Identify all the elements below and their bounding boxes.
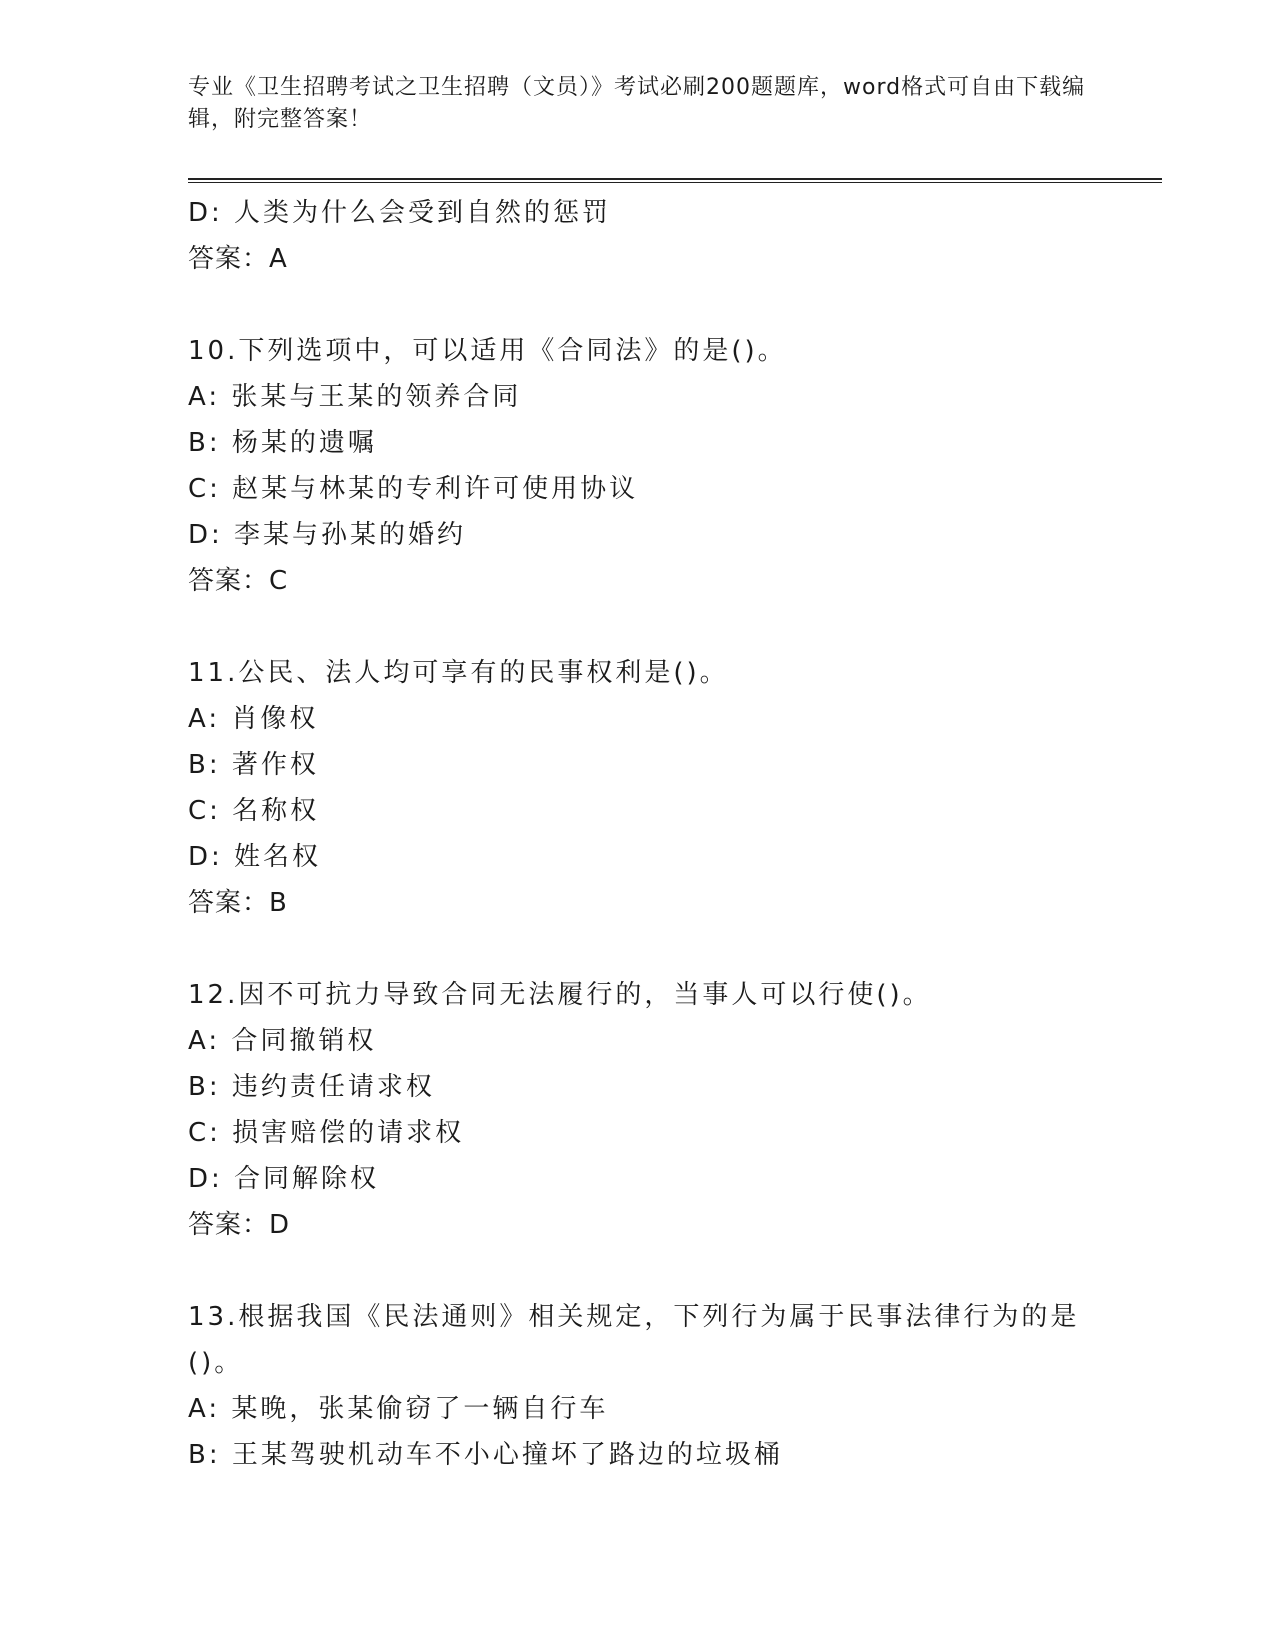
answer: 答案：A <box>188 244 288 274</box>
option-b: B: 违约责任请求权 <box>188 1072 435 1102</box>
option-d: D: 李某与孙某的婚约 <box>188 520 467 550</box>
question-12 <box>188 972 1088 1248</box>
option-a: A: 肖像权 <box>188 704 319 734</box>
question-stem: 13.根据我国《民法通则》相关规定，下列行为属于民事法律行为的是()。 <box>188 1302 1080 1378</box>
option-b: B: 王某驾驶机动车不小心撞坏了路边的垃圾桶 <box>188 1440 783 1470</box>
option-c: C: 损害赔偿的请求权 <box>188 1118 465 1148</box>
option-d: D: 姓名权 <box>188 842 322 872</box>
question-stem: 11.公民、法人均可享有的民事权利是()。 <box>188 658 729 688</box>
question-stem: 10.下列选项中，可以适用《合同法》的是()。 <box>188 336 787 366</box>
document-header: 专业《卫生招聘考试之卫生招聘（文员）》考试必刷200题题库，word格式可自由下载编辑，附完整答案！ <box>188 75 1086 132</box>
question-stem: 12.因不可抗力导致合同无法履行的，当事人可以行使()。 <box>188 980 932 1010</box>
question-13 <box>188 1294 1088 1478</box>
option-d: D: 合同解除权 <box>188 1164 380 1194</box>
divider-thick-line <box>188 178 1162 180</box>
option-b: B: 著作权 <box>188 750 319 780</box>
answer: 答案：C <box>188 566 289 596</box>
header-divider <box>188 178 1162 184</box>
option-c: C: 名称权 <box>188 796 320 826</box>
answer: 答案：D <box>188 1210 291 1240</box>
answer: 答案：B <box>188 888 288 918</box>
question-11 <box>188 650 1088 926</box>
divider-thin-line <box>188 182 1162 183</box>
option-a: A: 某晚，张某偷窃了一辆自行车 <box>188 1394 609 1424</box>
option-a: A: 张某与王某的领养合同 <box>188 382 522 412</box>
option-a: A: 合同撤销权 <box>188 1026 377 1056</box>
option-b: B: 杨某的遗嘱 <box>188 428 377 458</box>
question-content <box>188 190 1088 1478</box>
option-c: C: 赵某与林某的专利许可使用协议 <box>188 474 639 504</box>
option-d: D: 人类为什么会受到自然的惩罚 <box>188 198 612 228</box>
question-10 <box>188 328 1088 604</box>
